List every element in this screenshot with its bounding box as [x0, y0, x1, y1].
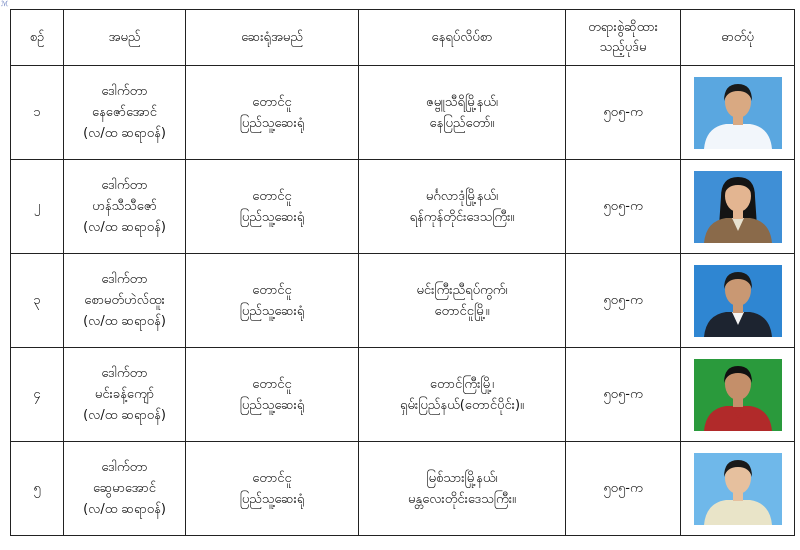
table-row [11, 160, 795, 254]
row-photo-cell [681, 254, 795, 348]
row-license: ၅၀၅-က [566, 442, 681, 536]
name-text: စောမတ်ဟဲလ်ထူး [84, 293, 165, 308]
address-line1: ဇမ္ဗူသီရိမြို့နယ်၊ [426, 94, 498, 110]
portrait-photo [694, 265, 782, 337]
hospital-line2: ပြည်သူ့ဆေးရုံ [239, 491, 305, 507]
header-license-line1: တရားစွဲဆိုထား [588, 19, 658, 35]
row-address [359, 160, 566, 254]
row-license: ၅၀၅-က [566, 160, 681, 254]
row-name [64, 66, 186, 160]
name-title: ဒေါက်တာ [101, 84, 148, 99]
table-row [11, 66, 795, 160]
row-photo-cell [681, 348, 795, 442]
row-name [64, 254, 186, 348]
address-line1: မြစ်သားမြို့နယ်၊ [426, 470, 498, 486]
table-row [11, 442, 795, 536]
row-photo-cell [681, 66, 795, 160]
header-no: စဉ် [11, 10, 64, 66]
hospital-line2: ပြည်သူ့ဆေးရုံ [239, 115, 305, 131]
row-photo-cell [681, 442, 795, 536]
hospital-line1: တောင်ငူ [252, 376, 292, 392]
header-row [11, 10, 795, 66]
address-line2: ရန်ကုန်တိုင်းဒေသကြီး။ [409, 209, 515, 225]
table-row [11, 348, 795, 442]
name-role: (လ/ထ ဆရာဝန်) [83, 314, 166, 329]
row-no: ၃ [11, 254, 64, 348]
row-no: ၂ [11, 160, 64, 254]
row-no: ၅ [11, 442, 64, 536]
row-hospital [186, 160, 359, 254]
name-role: (လ/ထ ဆရာဝန်) [83, 502, 166, 517]
portrait-photo [694, 77, 782, 149]
name-role: (လ/ထ ဆရာဝန်) [83, 408, 166, 423]
row-address [359, 66, 566, 160]
name-title: ဒေါက်တာ [101, 366, 148, 381]
address-line2: နေပြည်တော်။ [429, 115, 495, 131]
row-address [359, 254, 566, 348]
row-name [64, 160, 186, 254]
header-license [566, 10, 681, 66]
name-text: ဆွေမာအောင် [93, 481, 156, 496]
row-photo-cell [681, 160, 795, 254]
name-role: (လ/ထ ဆရာဝန်) [83, 220, 166, 235]
header-name: အမည် [64, 10, 186, 66]
row-license: ၅၀၅-က [566, 66, 681, 160]
row-license: ၅၀၅-က [566, 254, 681, 348]
row-hospital [186, 442, 359, 536]
address-line1: တောင်ကြီးမြို့၊ [429, 376, 495, 392]
row-hospital [186, 348, 359, 442]
hospital-line1: တောင်ငူ [252, 282, 292, 298]
hospital-line1: တောင်ငူ [252, 188, 292, 204]
header-license-line2: သည့်ပုဒ်မ [599, 39, 647, 55]
name-text: နေဇော်အောင် [92, 105, 157, 120]
hospital-line2: ပြည်သူ့ဆေးရုံ [239, 303, 305, 319]
name-title: ဒေါက်တာ [101, 460, 148, 475]
name-title: ဒေါက်တာ [101, 272, 148, 287]
address-line1: မင်္ဂလာဒုံမြို့နယ်၊ [425, 188, 499, 204]
name-text: မင်းခန့်ကျော် [94, 387, 155, 402]
doctor-roster-table [10, 9, 795, 536]
row-no: ၁ [11, 66, 64, 160]
row-hospital [186, 66, 359, 160]
hospital-line1: တောင်ငူ [252, 94, 292, 110]
header-photo: ဓာတ်ပုံ [681, 10, 795, 66]
address-line2: တောင်ငူမြို့။ [434, 303, 490, 319]
row-name [64, 348, 186, 442]
row-name [64, 442, 186, 536]
portrait-photo [694, 359, 782, 431]
portrait-photo [694, 453, 782, 525]
row-hospital [186, 254, 359, 348]
portrait-photo [694, 171, 782, 243]
name-role: (လ/ထ ဆရာဝန်) [83, 126, 166, 141]
header-hospital: ဆေးရုံအမည် [186, 10, 359, 66]
address-line1: မင်းကြီးညီရပ်ကွက်၊ [416, 282, 508, 298]
address-line2: ရှမ်းပြည်နယ်(တောင်ပိုင်း)။ [400, 397, 524, 413]
corner-mark: ℳ [1, 0, 9, 8]
hospital-line2: ပြည်သူ့ဆေးရုံ [239, 397, 305, 413]
hospital-line1: တောင်ငူ [252, 470, 292, 486]
row-address [359, 442, 566, 536]
row-license: ၅၀၅-က [566, 348, 681, 442]
name-title: ဒေါက်တာ [101, 178, 148, 193]
row-address [359, 348, 566, 442]
hospital-line2: ပြည်သူ့ဆေးရုံ [239, 209, 305, 225]
table-row [11, 254, 795, 348]
header-address: နေရပ်လိပ်စာ [359, 10, 566, 66]
name-text: ဟန်သီသီဇော် [92, 199, 157, 214]
row-no: ၄ [11, 348, 64, 442]
address-line2: မန္တလေးတိုင်းဒေသကြီး။ [408, 491, 516, 507]
